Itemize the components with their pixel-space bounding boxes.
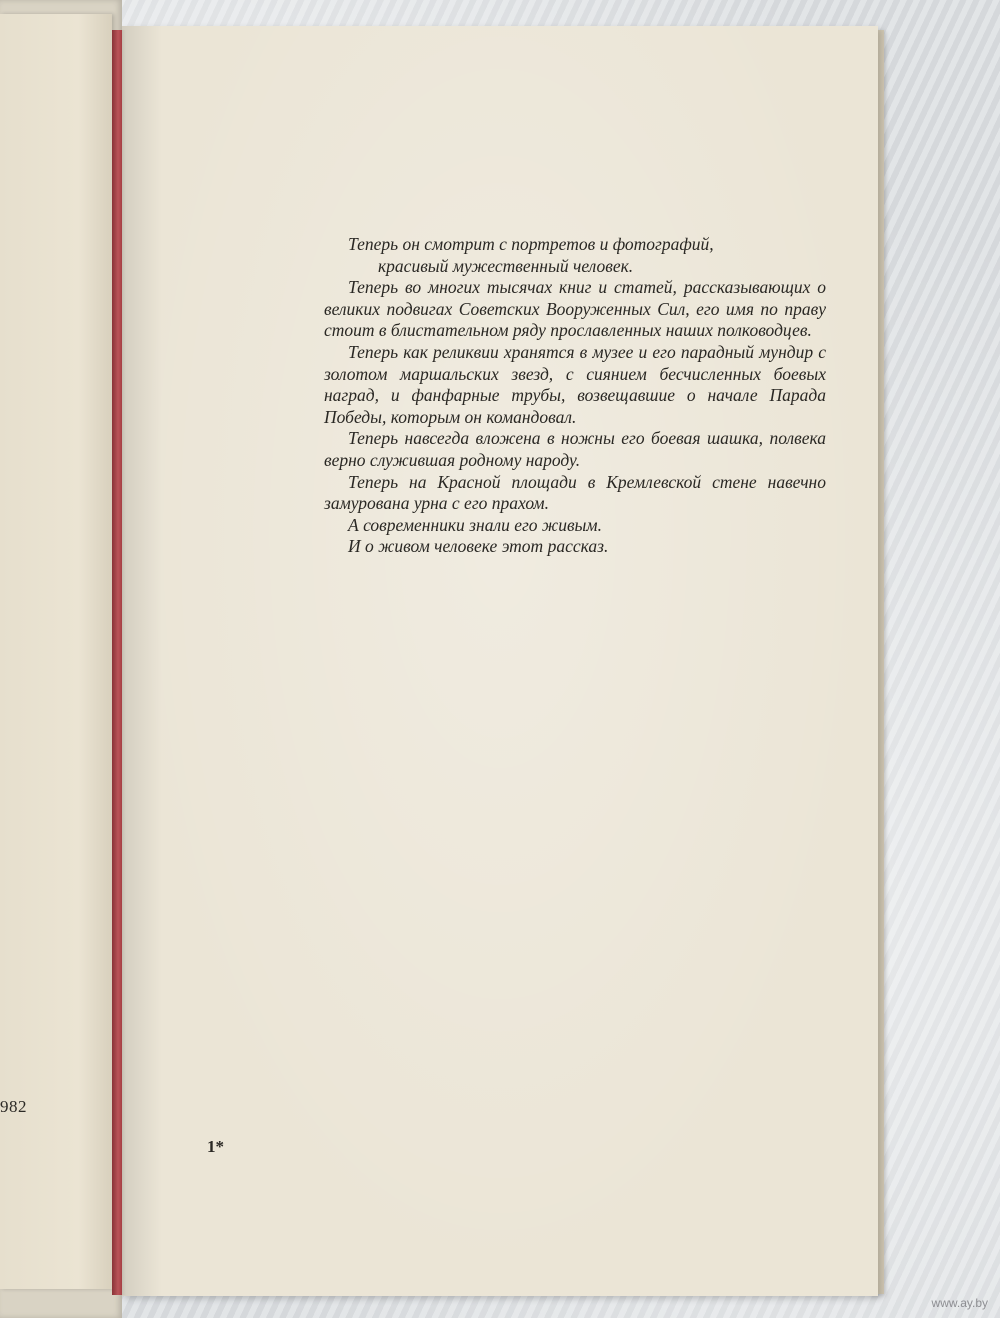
watermark: www.ay.by [931,1296,988,1310]
paragraph-1-line-1: Теперь он смотрит с портретов и фотографий, [348,234,714,254]
paragraph-1-line-2: красивый мужественный человек. [378,255,634,276]
paragraph-2: Теперь во многих тысячах книг и статей, рассказывающих о великих подвигах Советских Вооруженных Сил, его имя по праву стоит в блистательном ряду прославленных наших полководцев. [324,277,826,341]
paragraph-7: И о живом человеке этот рассказ. [348,536,609,557]
body-text [324,234,826,558]
paragraph-6: А современники знали его живым. [348,514,602,535]
left-page [0,14,112,1289]
paragraph-4: Теперь навсегда вложена в ножны его боевая шашка, полвека верно служившая родному народу. [324,428,826,470]
right-page [122,26,878,1296]
paragraph-5: Теперь на Красной площади в Кремлевской стене навечно замурована урна с его прахом. [324,471,826,514]
signature-mark: 1* [207,1137,224,1156]
gutter-shadow [112,30,126,1295]
paragraph-3: Теперь как реликвии хранятся в музее и его парадный мундир с золотом маршальских звезд, с сиянием бесчисленных боевых наград, и фанфарные трубы, возвещавшие о начале Парада Победы, которым он командовал. [324,341,826,427]
left-page-number: 982 [0,1097,27,1116]
paragraph-1 [324,234,826,277]
